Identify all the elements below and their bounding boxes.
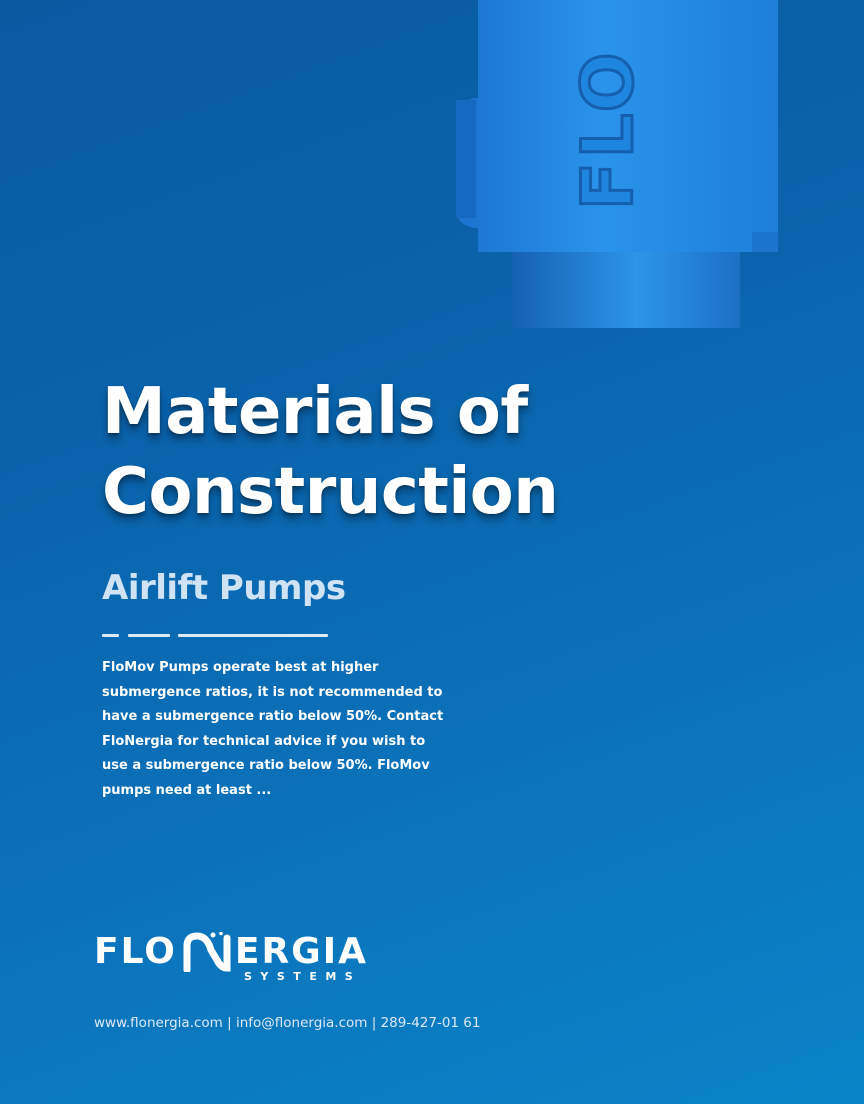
pump-bottom-lip [752,232,778,252]
page-title [102,372,558,532]
logo-word-right: ERGIA [234,931,368,972]
title-line-1: Materials of [102,375,528,449]
title-line-2: Construction [102,455,559,529]
logo-word-left: FLO [94,931,177,972]
logo-n-swirl-icon [177,932,235,972]
subtitle: Airlift Pumps [102,568,346,608]
pump-pipe [512,245,740,328]
flonergia-logo [94,916,368,986]
decorative-divider [102,634,332,638]
intro-paragraph: FloMov Pumps operate best at higher submergence ratios, it is not recommended to have a submergence ratio below 50%. Contact FloNergia for technical advice if you wish to use a submergence ratio below 50%. FloMov pumps need at least ... [102,660,444,798]
pump-product-image [456,0,778,330]
logo-tagline: SYSTEMS [244,970,362,983]
pump-embossed-text: FLO [567,48,649,210]
pump-side-flange [456,100,476,218]
contact-footer: www.flonergia.com | info@flonergia.com | 289-427-01 61 [94,1015,481,1031]
